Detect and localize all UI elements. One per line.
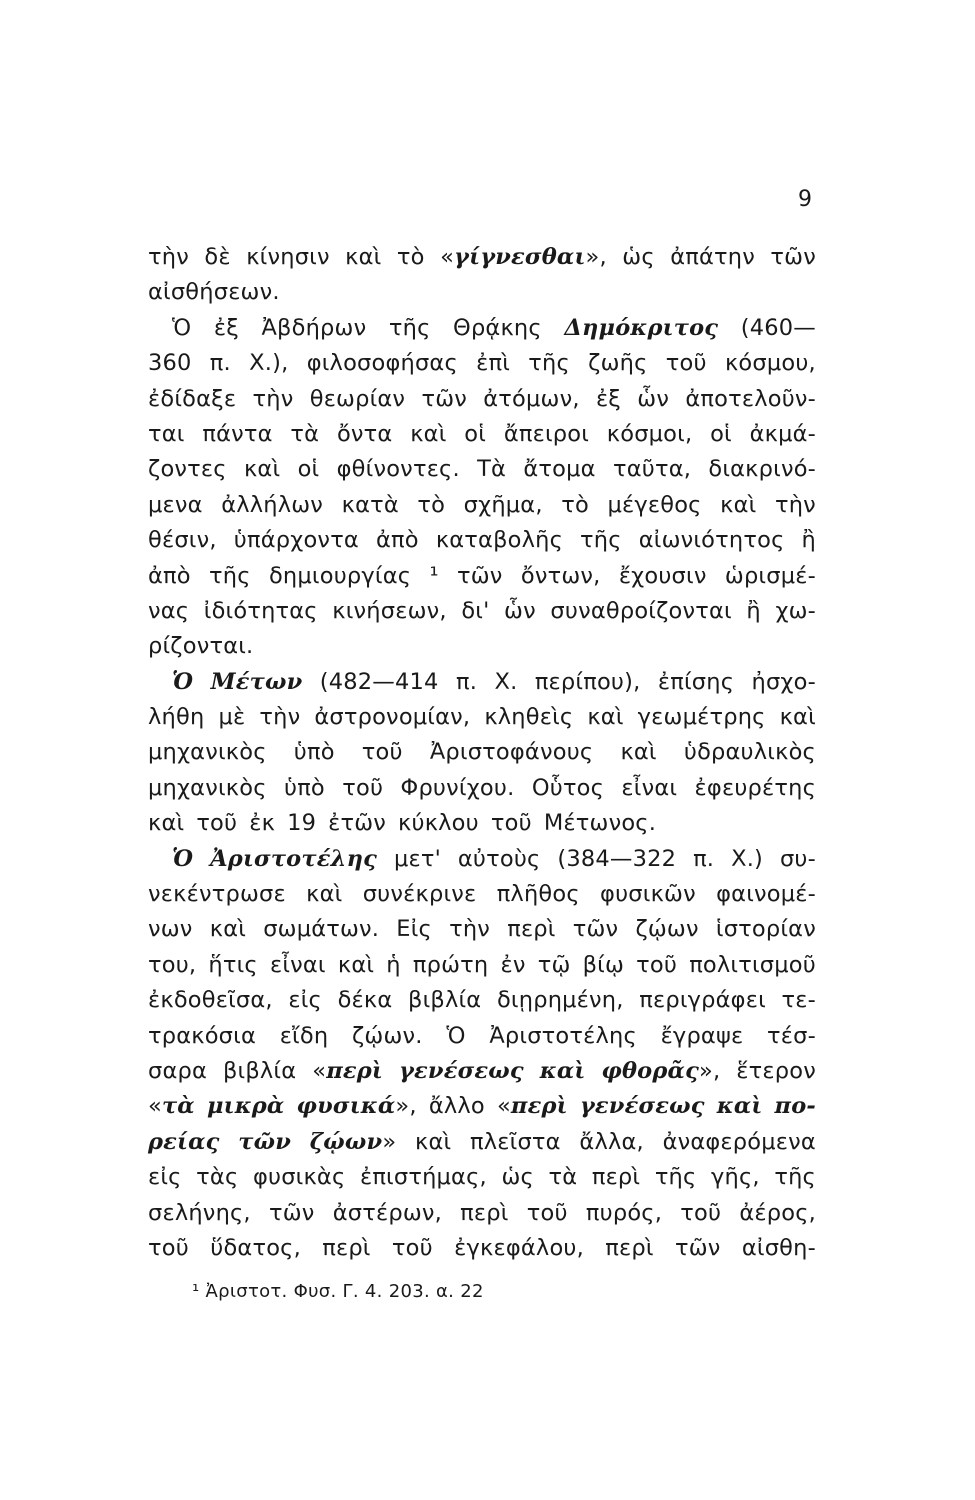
word: ἱστορίαν [715,916,816,943]
word: ἢ [801,527,816,554]
word: βίῳ [582,951,625,978]
word: τοῦ [680,1199,722,1226]
word: κινήσεων, [332,597,447,624]
word: ἀέρος, [739,1199,816,1226]
word: τοῦ [196,810,238,837]
word: ὡς [622,244,655,270]
word: ρίζονται. [148,633,254,660]
word: δι' [461,597,490,624]
word: οἱ [710,420,732,447]
text-line [148,559,816,594]
word: εἰς [148,1164,182,1191]
word: τῶν [572,916,619,943]
word: περίπου), [534,668,641,695]
word: «γίγνεσθαι», [440,244,607,270]
word: τῆς [209,562,251,589]
word: Φρυνίχου. [400,774,515,801]
word: περὶ [507,916,556,943]
word: τε- [781,987,816,1014]
text-line [148,311,816,346]
word: τὸ [561,491,589,518]
word: τὸ [396,244,425,270]
word: ἐκδοθεῖσα, [148,987,273,1014]
word: ἐγκεφάλου, [454,1234,584,1261]
text-line [148,983,816,1018]
word: φιλοσοφήσας [306,350,458,377]
word: φθίνοντες. [336,456,460,483]
word: ταῦτα, [612,456,692,483]
word: π. [455,668,478,695]
word: ἐπὶ [476,350,511,377]
text-line [148,877,816,912]
word: θέσιν, [148,527,217,554]
word: σαρα [148,1057,208,1084]
word: κόσμοι, [606,420,693,447]
word: σχῆμα, [463,491,543,518]
word: ζωῆς [588,350,648,377]
word: «τὰ [148,1093,195,1120]
word: αἰωνιότητος [638,527,785,554]
word: δημιουργίας [268,562,412,589]
word: βιβλία [222,1057,297,1084]
word: ὧν [504,597,536,624]
word: Μέτωνος. [543,810,657,837]
word: καὶ [345,244,382,270]
word: εἶναι [621,774,678,801]
word: ζῴων» [309,1128,397,1155]
word: Ἀριστοτέλης [210,845,378,872]
word: καὶ [415,1128,452,1155]
word: διακρινό- [708,456,816,483]
text-line [148,240,816,275]
word: ἥτις [208,951,258,978]
word: ται [148,420,185,447]
word: (460— [740,314,816,341]
word: καὶ [243,456,281,483]
text-line [148,346,816,381]
word: οἱ [464,420,487,447]
text-line [148,488,816,523]
word: σελήνης, [148,1199,251,1226]
word: κίνησιν [246,244,330,270]
word: καὶ [716,1093,763,1120]
word: κύκλου [398,810,479,837]
word: τῶν [421,385,468,412]
word: Μέτων [210,668,303,695]
word: τῶν [770,244,816,270]
word: π. [693,845,715,872]
word: ὡς [501,1164,534,1191]
body-text [148,240,816,1266]
text-line [148,1196,816,1231]
word: καὶ [148,810,185,837]
word: ἀστρονομίαν, [314,704,471,731]
word: τὴν [148,244,189,270]
word: συναθροίζονται [550,597,732,624]
word: κόσμου, [724,350,816,377]
word: γενέσεως [579,1093,705,1120]
text-line [148,806,816,841]
word: του, [148,951,197,978]
word: φθορᾶς», [601,1057,721,1084]
word: καὶ [779,704,816,731]
text-line [148,842,816,877]
word: τοῦ [342,774,384,801]
word: ἐν [500,951,526,978]
word: ἀπάτην [670,244,755,270]
word: ἀναφερόμενα [662,1128,816,1155]
word: τρακόσια [148,1022,256,1049]
word: τῆς [774,1164,816,1191]
word: Ἀριστοφάνους [429,739,594,766]
word: Ἀβδήρων [261,314,367,341]
word: ἄτομα [523,456,596,483]
word: ἀτόμων, [483,385,580,412]
word: ἐπίσης [657,668,735,695]
word: φυσικὰς [252,1164,346,1191]
word: σωμάτων. [263,916,380,943]
word: περὶ [591,1164,641,1191]
word: περὶ [322,1234,371,1261]
word: ὑδραυλικὸς [683,739,816,766]
word: Ὁ [172,845,194,872]
word: τοῦ [526,1199,568,1226]
word: ὄντα [336,420,393,447]
word: ζοντες [148,456,227,483]
word: καὶ [720,491,757,518]
word: ἀστέρων, [332,1199,442,1226]
word: καὶ [209,916,247,943]
text-line [148,417,816,452]
word: ἢ [746,597,761,624]
text-line [148,1125,816,1160]
word: περὶ [605,1234,654,1261]
word: Χ. [494,668,518,695]
word: χω- [775,597,816,624]
word: πρώτη [412,951,489,978]
word: περιγράφει [639,987,766,1014]
word: τῶν [238,1128,292,1155]
word: ¹ [429,562,439,589]
word: αὐτοὺς [457,845,541,872]
word: φαινομέ- [716,881,816,908]
word: Ὁ [172,668,194,695]
page-number: 9 [798,187,812,212]
word: τῆς [388,314,431,341]
word: ἀκμά- [749,420,816,447]
word: τῆς [654,1164,697,1191]
word: βιβλία [408,987,482,1014]
word: διῃρημένη, [496,987,624,1014]
word: ὡρισμέ- [724,562,816,589]
word: ἕτερον [736,1057,816,1084]
word: μηχανικὸς [148,739,267,766]
word: τὰ [548,1164,578,1191]
word: τὰ [290,420,320,447]
word: ἐξ [213,314,239,341]
word: ἔχουσιν [618,562,707,589]
word: ὑπὸ [293,739,335,766]
word: ἐκ [249,810,276,837]
word: πλῆθος [496,881,580,908]
word: τοῦ [665,350,707,377]
word: μὲ [218,704,246,731]
word: Ὁ [172,314,192,341]
word: Χ.), [249,350,289,377]
word: τῶν [268,1199,315,1226]
word: ἰδιότητας [203,597,318,624]
word: ἠσχο- [751,668,816,695]
word: ρείας [148,1128,220,1155]
word: φυσικῶν [600,881,696,908]
word: κατὰ [341,491,399,518]
word: πο- [774,1093,816,1120]
word: θεωρίαν [309,385,406,412]
footnote: ¹ Ἀριστοτ. Φυσ. Γ. 4. 203. α. 22 [192,1281,484,1302]
word: μέγεθος [607,491,702,518]
word: λήθη [148,704,205,731]
word: Χ.) [731,845,764,872]
word: ἀπὸ [376,527,419,554]
text-line [148,594,816,629]
word: «περὶ [312,1057,384,1084]
word: καὶ [410,420,447,447]
word: ἐξ [595,385,622,412]
text-line [148,735,816,770]
word: ἔγραψε [660,1022,744,1049]
text-line [148,1054,816,1089]
word: δέκα [337,987,393,1014]
word: ἄλλο [428,1093,485,1120]
word: 360 [148,350,192,377]
word: νας [148,597,190,624]
word: τὴν [259,704,301,731]
text-line [148,665,816,700]
word: Εἰς [396,916,432,943]
word: τοῦ [490,810,532,837]
word: πλεῖστα [470,1128,561,1155]
word: γενέσεως [399,1057,524,1084]
word: «περὶ [496,1093,568,1120]
word: Τὰ [477,456,507,483]
word: Ἀριστοτέλης [489,1022,637,1049]
word: ὄντων, [520,562,601,589]
word: εἶναι [269,951,326,978]
word: ἐφευρέτης [694,774,816,801]
word: ἄπειροι [503,420,590,447]
word: περὶ [460,1199,509,1226]
word: πάντα [202,420,273,447]
word: γεωμέτρης [637,704,766,731]
word: πολιτισμοῦ [689,951,816,978]
text-line [148,700,816,735]
word: νων [148,916,193,943]
word: γῆς, [711,1164,760,1191]
word: 19 [287,810,317,837]
text-line [148,1089,816,1124]
word: οἱ [297,456,320,483]
word: ζῴων. [351,1022,423,1049]
word: εἰς [288,987,322,1014]
word: τὴν [449,916,491,943]
word: (384—322 [557,845,677,872]
word: τῆς [580,527,622,554]
word: ἡ [386,951,401,978]
word: μενα [148,491,203,518]
text-line [148,275,816,310]
word: φυσικά», [296,1093,417,1120]
word: τὴν [774,491,816,518]
word: ὑπάρχοντα [233,527,359,554]
word: καὶ [306,881,343,908]
word: καταβολῆς [435,527,563,554]
word: τέσ- [767,1022,816,1049]
word: ὧν [637,385,670,412]
word: μηχανικὸς [148,774,267,801]
word: τὴν [252,385,294,412]
word: ἐτῶν [328,810,387,837]
text-line [148,771,816,806]
word: καὶ [337,951,375,978]
word: (482—414 [319,668,439,695]
word: ἀποτελοῦν- [685,385,816,412]
word: καὶ [539,1057,586,1084]
word: Οὗτος [531,774,605,801]
text-line [148,629,816,664]
word: ἄλλα, [579,1128,644,1155]
word: αἰσθήσεων. [148,279,280,306]
text-line [148,1231,816,1266]
word: μικρὰ [206,1093,285,1120]
text-line [148,1019,816,1054]
word: τὰς [196,1164,239,1191]
text-line [148,382,816,417]
word: τῆς [528,350,570,377]
word: τοῦ [361,739,403,766]
word: Δημόκριτος [564,314,719,341]
word: καὶ [587,704,624,731]
word: τῶν [674,1234,721,1261]
word: Ὁ [446,1022,466,1049]
word: Θρᾴκης [453,314,542,341]
word: ἐπιστήμας, [359,1164,487,1191]
word: ἀλλήλων [221,491,324,518]
word: ὕδατος, [210,1234,301,1261]
word: τῷ [537,951,571,978]
word: ὑπὸ [283,774,325,801]
word: τοῦ [636,951,678,978]
text-line [148,452,816,487]
word: νεκέντρωσε [148,881,286,908]
word: τὸ [417,491,446,518]
word: καὶ [620,739,657,766]
text-line [148,948,816,983]
word: ἀπὸ [148,562,191,589]
word: τοῦ [391,1234,433,1261]
word: συ- [779,845,816,872]
word: αἰσθη- [741,1234,816,1261]
word: π. [209,350,231,377]
text-line [148,523,816,558]
word: τοῦ [148,1234,189,1261]
word: τῶν [457,562,503,589]
word: συνέκρινε [362,881,477,908]
word: εἴδη [279,1022,329,1049]
word: πυρός, [585,1199,663,1226]
text-line [148,1160,816,1195]
word: ζῴων [635,916,699,943]
word: κληθεὶς [484,704,574,731]
text-line [148,912,816,947]
word: μετ' [393,845,441,872]
word: ἐδίδαξε [148,385,237,412]
word: δὲ [204,244,231,270]
